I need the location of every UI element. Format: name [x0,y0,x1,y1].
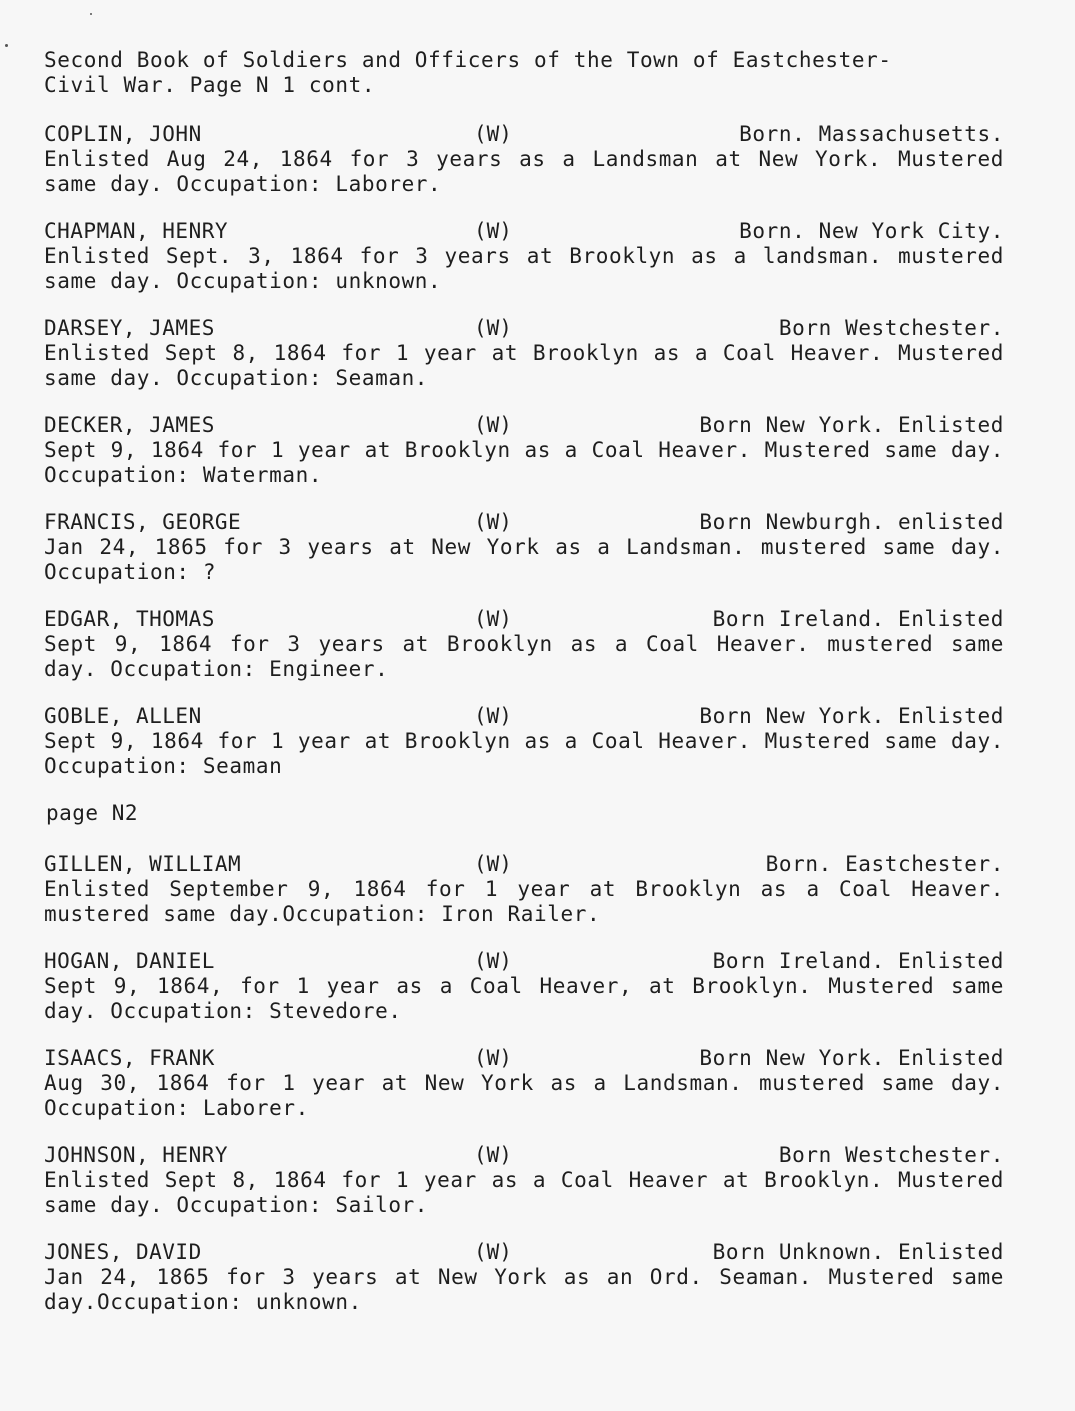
birthplace: Born Newburgh. enlisted [699,510,1004,534]
soldier-entry [44,413,1004,488]
document-header [44,48,1004,98]
race-mark: (W) [474,1143,512,1167]
birthplace: Born. Massachusetts. [739,122,1004,146]
soldier-entry [44,219,1004,294]
race-mark: (W) [474,704,512,728]
header-line-1: Second Book of Soldiers and Officers of the Town of Eastchester- [44,48,892,72]
soldier-entry [44,122,1004,197]
soldier-entry [44,607,1004,682]
race-mark: (W) [474,607,512,631]
scan-speck [90,13,92,15]
soldier-name: JOHNSON, HENRY [44,1143,229,1167]
birthplace: Born Westchester. [778,316,1004,340]
soldier-name: HOGAN, DANIEL [44,949,215,973]
birthplace: Born Ireland. Enlisted [712,607,1004,631]
service-record: Enlisted Sept 8, 1864 for 1 year at Brooklyn as a Coal Heaver. Mustered same day. Occupation: Seaman. [44,341,1004,390]
service-record: Enlisted Sept 8, 1864 for 1 year as a Coal Heaver at Brooklyn. Mustered same day. Occupation: Sailor. [44,1168,1004,1217]
soldier-name: COPLIN, JOHN [44,122,202,146]
entries-section-1 [44,122,1004,779]
race-mark: (W) [474,852,512,876]
birthplace: Born. New York City. [739,219,1004,243]
soldier-name: GOBLE, ALLEN [44,704,202,728]
soldier-name: FRANCIS, GEORGE [44,510,242,534]
race-mark: (W) [474,949,512,973]
service-record: Sept 9, 1864 for 1 year at Brooklyn as a Coal Heaver. Mustered same day. Occupation: Seaman [44,729,1004,778]
soldier-entry [44,1143,1004,1218]
service-record: Aug 30, 1864 for 1 year at New York as a Landsman. mustered same day. Occupation: Laborer. [44,1071,1004,1120]
race-mark: (W) [474,316,512,340]
race-mark: (W) [474,413,512,437]
header-line-2: Civil War. Page N 1 cont. [44,73,376,97]
soldier-entry [44,949,1004,1024]
document-page [44,48,1004,1337]
service-record: Sept 9, 1864 for 3 years at Brooklyn as a Coal Heaver. mustered same day. Occupation: Engineer. [44,632,1004,681]
soldier-entry [44,1046,1004,1121]
soldier-entry [44,316,1004,391]
birthplace: Born New York. Enlisted [699,1046,1004,1070]
soldier-name: JONES, DAVID [44,1240,202,1264]
birthplace: Born Westchester. [778,1143,1004,1167]
soldier-name: ISAACS, FRANK [44,1046,215,1070]
service-record: Jan 24, 1865 for 3 years at New York as an Ord. Seaman. Mustered same day.Occupation: unknown. [44,1265,1004,1314]
service-record: Jan 24, 1865 for 3 years at New York as a Landsman. mustered same day. Occupation: ? [44,535,1004,584]
birthplace: Born New York. Enlisted [699,413,1004,437]
soldier-name: EDGAR, THOMAS [44,607,215,631]
birthplace: Born. Eastchester. [765,852,1004,876]
service-record: Sept 9, 1864 for 1 year at Brooklyn as a Coal Heaver. Mustered same day. Occupation: Waterman. [44,438,1004,487]
page-marker: page N2 [46,801,139,825]
birthplace: Born New York. Enlisted [699,704,1004,728]
soldier-name: DECKER, JAMES [44,413,215,437]
soldier-name: DARSEY, JAMES [44,316,215,340]
service-record: Enlisted Aug 24, 1864 for 3 years as a Landsman at New York. Mustered same day. Occupation: Laborer. [44,147,1004,196]
soldier-entry [44,852,1004,927]
soldier-entry [44,510,1004,585]
service-record: Enlisted September 9, 1864 for 1 year at Brooklyn as a Coal Heaver. mustered same day.Occupation: Iron Railer. [44,877,1004,926]
soldier-entry [44,704,1004,779]
birthplace: Born Ireland. Enlisted [712,949,1004,973]
birthplace: Born Unknown. Enlisted [712,1240,1004,1264]
race-mark: (W) [474,510,512,534]
service-record: Sept 9, 1864, for 1 year as a Coal Heaver, at Brooklyn. Mustered same day. Occupation: Stevedore. [44,974,1004,1023]
soldier-entry [44,1240,1004,1315]
soldier-name: CHAPMAN, HENRY [44,219,229,243]
service-record: Enlisted Sept. 3, 1864 for 3 years at Brooklyn as a landsman. mustered same day. Occupation: unknown. [44,244,1004,293]
race-mark: (W) [474,122,512,146]
race-mark: (W) [474,219,512,243]
soldier-name: GILLEN, WILLIAM [44,852,242,876]
entries-section-2 [44,852,1004,1315]
race-mark: (W) [474,1240,512,1264]
scan-speck [5,44,8,47]
race-mark: (W) [474,1046,512,1070]
